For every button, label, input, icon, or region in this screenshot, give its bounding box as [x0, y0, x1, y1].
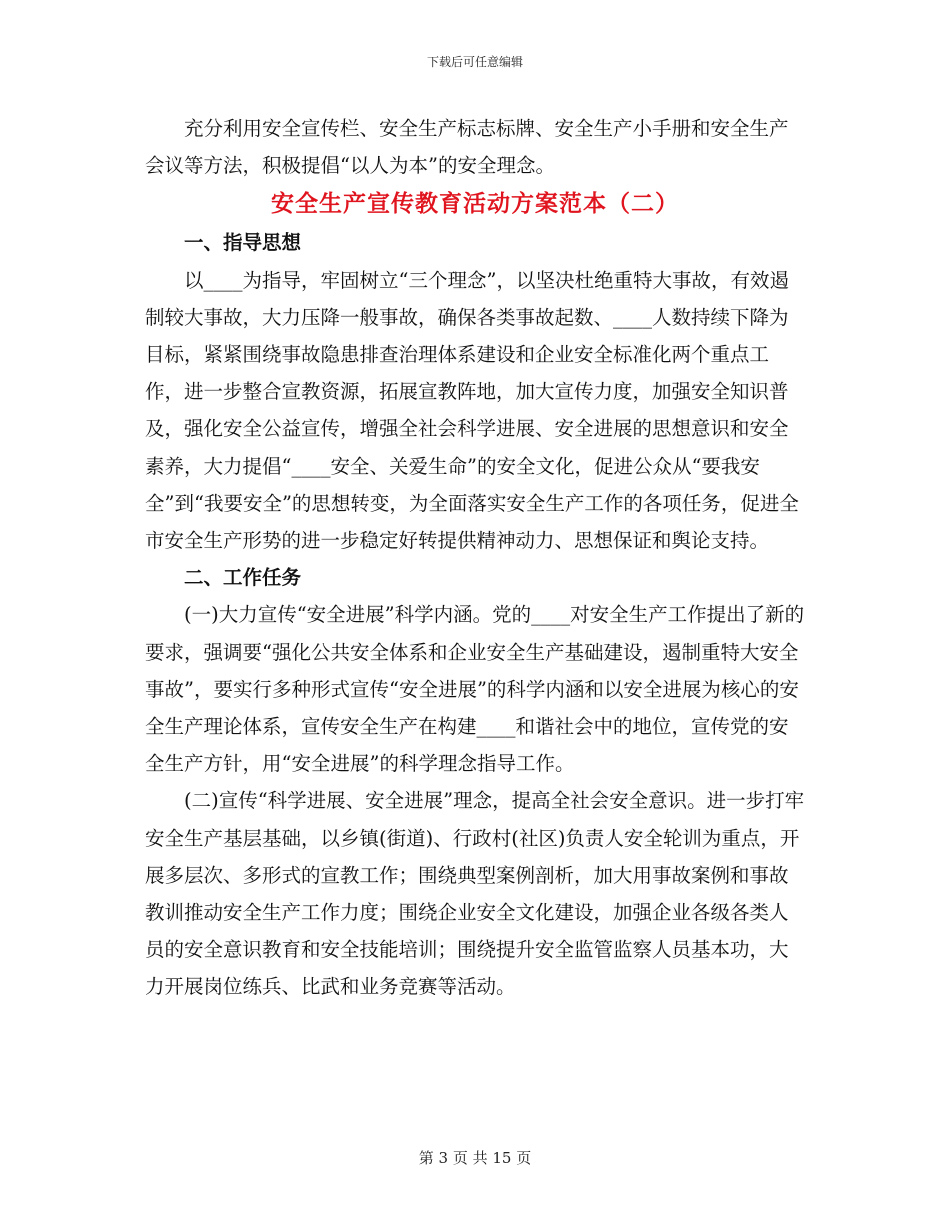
- document-body: [145, 110, 805, 1006]
- work-task-item-2: (二)宣传“科学进展、安全进展”理念，提高全社会安全意识。进一步打牢安全生产基层基础，以乡镇(街道)、行政村(社区)负责人安全轮训为重点，开展多层次、多形式的宣教工作；围绕典型案例剖析，加大用事故案例和事故教训推动安全生产工作力度；围绕企业安全文化建设，加强企业各级各类人员的安全意识教育和安全技能培训；围绕提升安全监管监察人员基本功，大力开展岗位练兵、比武和业务竞赛等活动。: [145, 789, 805, 999]
- guiding-thought-paragraph: 以____为指导，牢固树立“三个理念”，以坚决杜绝重特大事故，有效遏制较大事故，大力压降一般事故，确保各类事故起数、____人数持续下降为目标，紧紧围绕事故隐患排查治理体系建设和企业安全标准化两个重点工作，进一步整合宣教资源，拓展宣教阵地，加大宣传力度，加强安全知识普及，强化安全公益宣传，增强全社会科学进展、安全进展的思想意识和安全素养，大力提倡“____安全、关爱生命”的安全文化，促进公众从“要我安全”到“我要安全”的思想转变，为全面落实安全生产工作的各项任务，促进全市安全生产形势的进一步稳定好转提供精神动力、思想保证和舆论支持。: [145, 268, 799, 553]
- work-task-item-1: (一)大力宣传“安全进展”科学内涵。党的____对安全生产工作提出了新的要求，强调要“强化公共安全体系和企业安全生产基础建设，遏制重特大安全事故”，要实行多种形式宣传“安全进展”的科学内涵和以安全进展为核心的安全生产理论体系，宣传安全生产在构建____和谐社会中的地位，宣传党的安全生产方针，用“安全进展”的科学理念指导工作。: [145, 603, 805, 776]
- section-heading-guiding-thought: 一、指导思想: [184, 231, 302, 255]
- document-title: 安全生产宣传教育活动方案范本（二）: [271, 190, 679, 218]
- section-heading-work-tasks: 二、工作任务: [184, 566, 302, 590]
- intro-paragraph: 充分利用安全宣传栏、安全生产标志标牌、安全生产小手册和安全生产会议等方法，积极提倡“以人为本”的安全理念。: [145, 117, 789, 178]
- page-footer: 第 3 页 共 15 页: [418, 1149, 532, 1167]
- page-header: 下载后可任意编辑: [426, 55, 523, 69]
